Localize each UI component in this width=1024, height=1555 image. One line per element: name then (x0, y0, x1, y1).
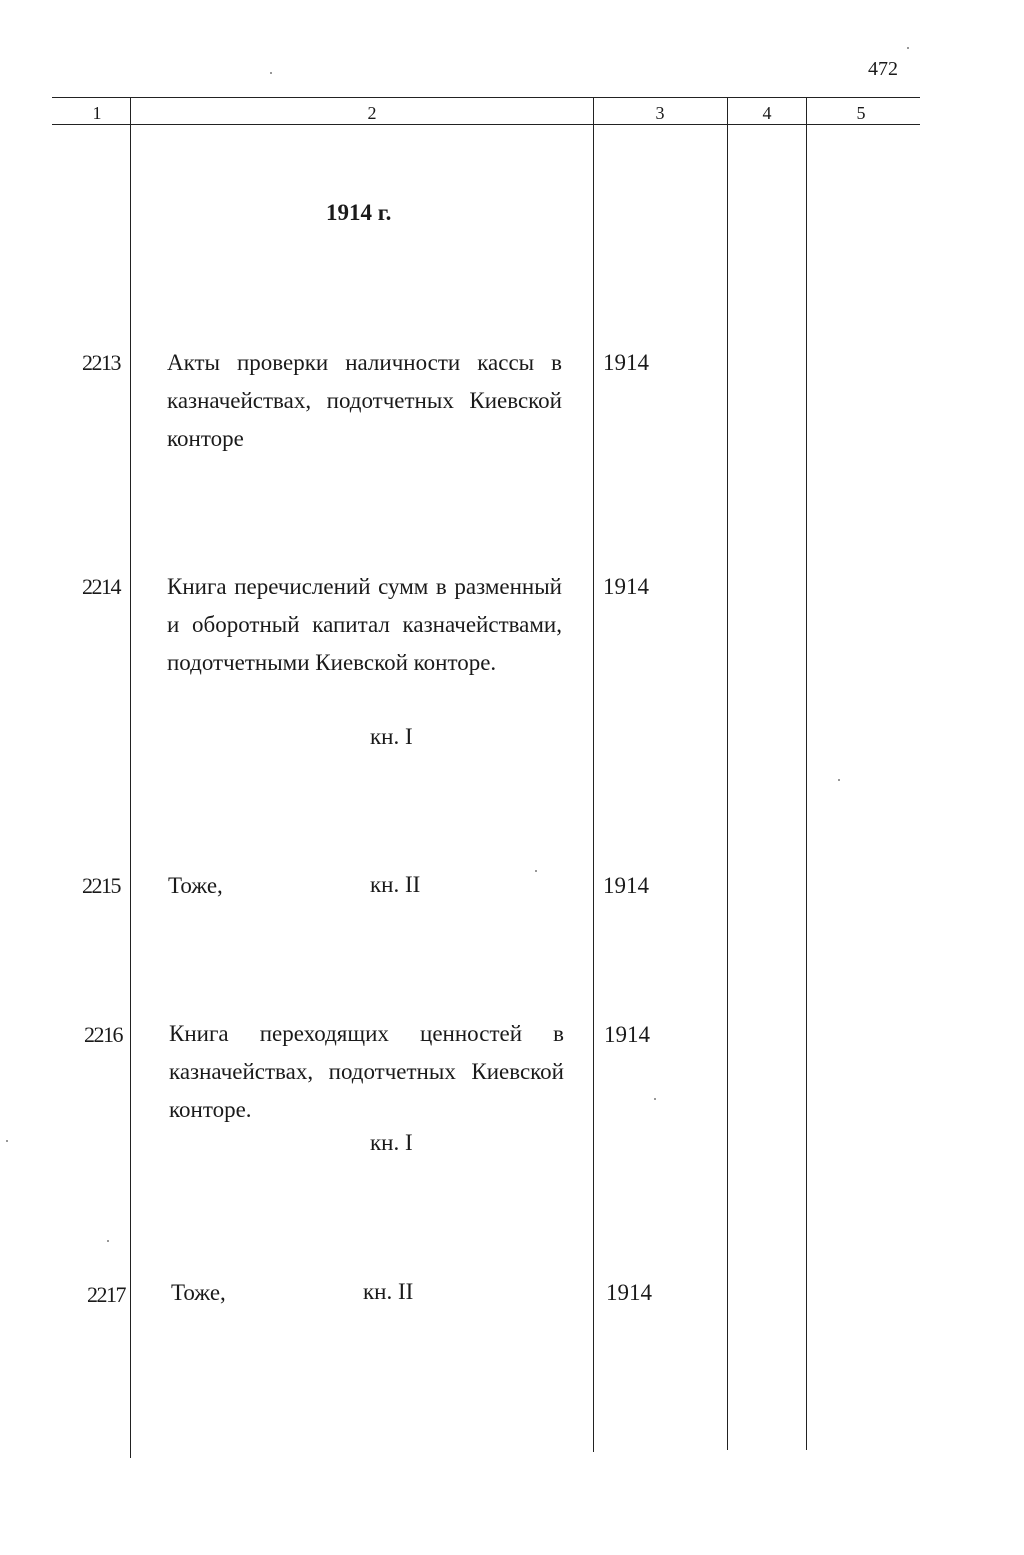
volume-label: кн. II (363, 1279, 414, 1304)
column-divider-2 (593, 98, 594, 1452)
entry-number: 2214 (82, 574, 120, 599)
volume-label: кн. I (370, 1130, 413, 1155)
column-header-1: 1 (92, 103, 102, 123)
entry-year: 1914 (603, 574, 649, 599)
entry-year: 1914 (604, 1022, 650, 1047)
column-header-5: 5 (856, 103, 866, 123)
column-divider-1 (130, 98, 131, 1458)
entry-number: 2213 (82, 350, 120, 375)
scan-speck (270, 72, 272, 74)
scan-speck (107, 1240, 109, 1242)
table-header-rule (52, 124, 920, 125)
entry-title: Тоже, (171, 1280, 226, 1305)
column-divider-4 (806, 98, 807, 1450)
page-number: 472 (868, 58, 898, 80)
column-header-3: 3 (655, 103, 665, 123)
scan-speck (654, 1098, 656, 1100)
scan-speck (907, 47, 909, 49)
entry-number: 2217 (87, 1282, 125, 1307)
entry-title: Книга переходящих ценностей в казначействах, подотчетных Киевской конторе. (169, 1021, 564, 1122)
entry-number: 2215 (82, 873, 120, 898)
entry-year: 1914 (606, 1280, 652, 1305)
year-heading: 1914 г. (326, 200, 392, 225)
scan-speck (6, 1140, 8, 1142)
entry-year: 1914 (603, 350, 649, 375)
scan-speck (838, 779, 840, 781)
column-header-2: 2 (367, 103, 377, 123)
volume-label: кн. II (370, 872, 421, 897)
entry-title: Тоже, (168, 873, 223, 898)
scan-speck (535, 870, 537, 872)
column-divider-3 (727, 98, 728, 1450)
entry-title: Акты проверки наличности кассы в казначействах, подотчетных Киевской конторе (167, 350, 562, 451)
entry-year: 1914 (603, 873, 649, 898)
entry-title: Книга перечислений сумм в разменный и оборотный капитал казначействами, подотчетными Киевской конторе. (167, 574, 562, 675)
column-header-4: 4 (762, 103, 772, 123)
entry-number: 2216 (84, 1022, 122, 1047)
table-top-rule (52, 97, 920, 98)
volume-label: кн. I (370, 724, 413, 749)
